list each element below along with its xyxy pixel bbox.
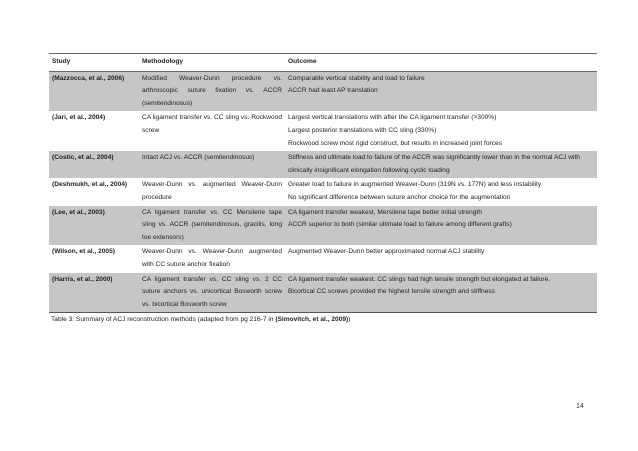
methodology-cell: CA ligament transfer vs. CC Mersilene tape sling vs. ACCR (semitendinosus, gracilis, long toe extensors) (142, 208, 282, 241)
study-cell: (Mazzocca, et al., 2006) (52, 74, 125, 82)
header-outcome: Outcome (288, 58, 317, 65)
table-row (49, 273, 597, 313)
page-number: 14 (576, 403, 584, 410)
outcome-cell (285, 178, 597, 205)
caption-suffix: ) (348, 316, 351, 324)
outcome-line: Rockwood screw most rigid construct, but results in increased joint forces (288, 139, 503, 147)
table-row (49, 178, 597, 205)
outcome-line: CA ligament transfer weakest, Mersilene tape better initial strength (288, 208, 482, 216)
caption-citation: (Simovitch, et al., 2009) (275, 316, 349, 324)
table-row (49, 71, 597, 111)
study-cell: (Jari, et al., 2004) (52, 114, 106, 122)
outcome-cell (285, 273, 597, 313)
study-cell: (Costic, et al., 2004) (52, 154, 114, 162)
outcome-cell (285, 111, 597, 151)
table-caption (49, 316, 597, 323)
methodology-cell: Intact ACJ vs. ACCR (semitendinosus) (142, 154, 255, 162)
study-cell: (Wilson, et al., 2005) (52, 248, 115, 256)
outcome-line: Comparable vertical stability and load to failure (288, 74, 425, 82)
outcome-line: Largest vertical translations with after the CA ligament transfer (>300%) (288, 114, 497, 122)
outcome-cell (285, 151, 597, 178)
header-study: Study (52, 58, 71, 65)
methodology-cell: CA ligament transfer vs. CC sling vs. Rockwood screw (142, 114, 282, 134)
outcome-line: No significant difference between suture anchor choice for the augmentation (288, 193, 511, 201)
methodology-cell: CA ligament transfer vs. CC sling vs. 2 CC suture anchors vs. unicortical Bosworth screw vs. bicortical Bosworth screw (142, 275, 282, 308)
study-cell: (Lee, et al., 2003) (52, 208, 105, 216)
outcome-line: Greater load to failure in augmented Weaver-Dunn (319N vs. 177N) and less instability (288, 181, 542, 189)
outcome-cell (285, 206, 597, 246)
table-row (49, 111, 597, 151)
outcome-line: Stiffness and ultimate load to failure of the ACCR was significantly lower than in the normal ACJ with clinically insignificant elongation following cyclic loading (288, 154, 580, 174)
table-row (49, 245, 597, 272)
summary-table-container (49, 53, 597, 323)
outcome-cell (285, 245, 597, 272)
table-row (49, 151, 597, 178)
caption-text: Table 3: Summary of ACJ reconstruction methods (adapted from pg 216-7 in (51, 316, 276, 324)
outcome-line: Augmented Weaver-Dunn better approximated normal ACJ stability (288, 248, 485, 256)
study-cell: (Deshmukh, et al., 2004) (52, 181, 128, 189)
header-methodology: Methodology (142, 58, 184, 65)
table-row (49, 206, 597, 246)
outcome-line: ACCR had least AP translation (288, 87, 378, 95)
methodology-cell: Weaver-Dunn vs. augmented Weaver-Dunn procedure (142, 181, 282, 201)
outcome-line: ACCR superior to both (similar ultimate load to failure among different grafts) (288, 221, 512, 229)
methodology-cell: Modified Weaver-Dunn procedure vs. arthroscopic suture fixation vs. ACCR (semitendinosus) (142, 74, 282, 107)
outcome-cell (285, 71, 597, 111)
outcome-line: Bicortical CC screws provided the highest tensile strength and stiffness (288, 288, 495, 296)
summary-table (49, 53, 597, 313)
outcome-line: Largest posterior translations with CC sling (330%) (288, 126, 437, 134)
table-body (49, 71, 597, 313)
methodology-cell: Weaver-Dunn vs. Weaver-Dunn augmented with CC suture anchor fixation (142, 248, 282, 268)
outcome-line: CA ligament transfer weakest. CC slings had high tensile strength but elongated at failure. (288, 275, 551, 283)
study-cell: (Harris, et al., 2000) (52, 275, 113, 283)
table-header-row (49, 54, 597, 72)
